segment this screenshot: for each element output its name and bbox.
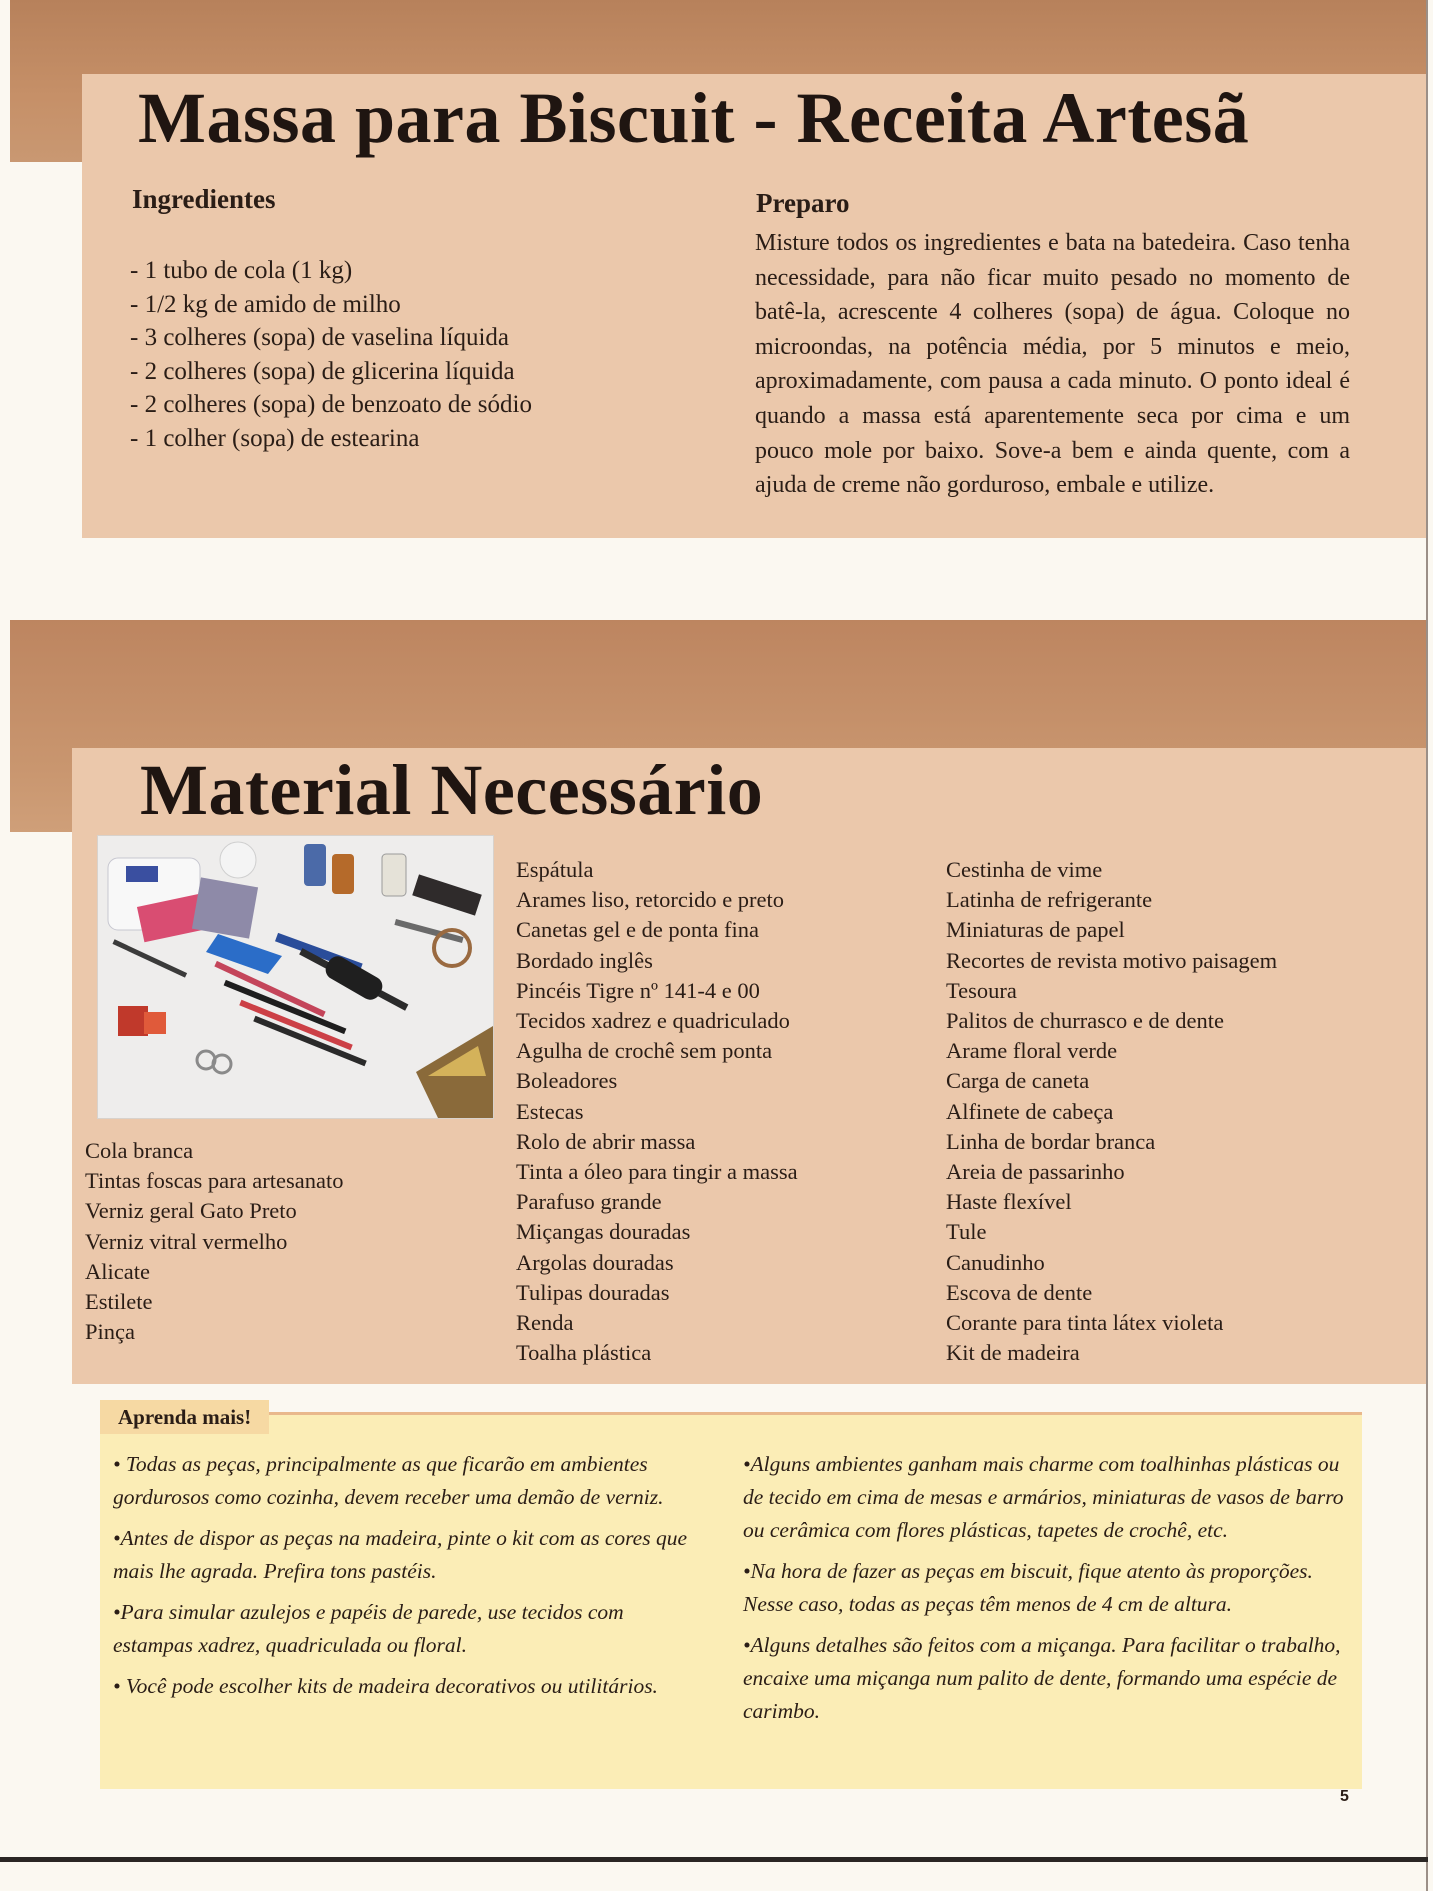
- material-item: Renda: [516, 1310, 574, 1336]
- material-item: Alfinete de cabeça: [946, 1098, 1114, 1124]
- ingredient-item: - 2 colheres (sopa) de benzoato de sódio: [130, 391, 532, 418]
- material-item: Recortes de revista motivo paisagem: [946, 947, 1278, 973]
- material-item: Espátula: [516, 857, 594, 882]
- material-item: Bordado inglês: [516, 947, 653, 973]
- ingredient-item: - 2 colheres (sopa) de glicerina líquida: [130, 357, 515, 385]
- material-item: Rolo de abrir massa: [516, 1128, 696, 1154]
- material-item: Carga de caneta: [946, 1068, 1090, 1094]
- material-item: Latinha de refrigerante: [946, 887, 1153, 913]
- ingredient-item: - 3 colheres (sopa) de vaselina líquida: [130, 324, 510, 351]
- materials-list-column-b: [516, 855, 798, 1368]
- footer-rule: [0, 1857, 1428, 1862]
- ingredient-item: - 1 tubo de cola (1 kg): [130, 257, 353, 284]
- material-item: Miçangas douradas: [516, 1219, 691, 1245]
- tip-item: •Alguns detalhes são feitos com a miçanga. Para facilitar o trabalho, encaixe uma miçanga num palito de dente, formando uma espécie de carimbo.: [743, 1633, 1341, 1723]
- material-item: Tecidos xadrez e quadriculado: [516, 1008, 790, 1034]
- tips-column-right: [743, 1448, 1353, 1736]
- material-item: Argolas douradas: [516, 1249, 674, 1275]
- material-item: Arames liso, retorcido e preto: [516, 887, 785, 913]
- materials-list-column-c: [946, 855, 1277, 1368]
- material-item: Haste flexível: [946, 1189, 1072, 1215]
- ingredient-item: - 1 colher (sopa) de estearina: [130, 424, 420, 452]
- material-item: Linha de bordar branca: [946, 1128, 1156, 1154]
- material-item: Tinta a óleo para tingir a massa: [516, 1159, 798, 1185]
- material-item: Estilete: [85, 1289, 153, 1315]
- material-item: Toalha plástica: [516, 1340, 652, 1366]
- tip-item: •Alguns ambientes ganham mais charme com toalhinhas plásticas ou de tecido em cima de mesas e armários, miniaturas de vasos de barro ou cerâmica com flores plásticas, tapetes de crochê, etc.: [743, 1452, 1344, 1542]
- material-item: Canetas gel e de ponta fina: [516, 917, 760, 943]
- tip-item: •Na hora de fazer as peças em biscuit, fique atento às proporções. Nesse caso, todas as peças têm menos de 4 cm de altura.: [743, 1559, 1313, 1616]
- preparation-heading: Preparo: [756, 188, 850, 218]
- material-item: Cola branca: [85, 1138, 194, 1163]
- material-item: Pinça: [85, 1319, 135, 1345]
- material-item: Agulha de crochê sem ponta: [516, 1038, 773, 1064]
- material-item: Estecas: [516, 1098, 584, 1124]
- preparation-text: Misture todos os ingredientes e bata na batedeira. Caso tenha necessidade, para não ficar muito pesado no momento de batê-la, acrescente 4 colheres (sopa) de água. Coloque no microondas, na potência média, por 5 minutos e meio, aproximadamente, com pausa a cada minuto. O ponto ideal é quando a massa está aparentemente seca por cima e um pouco mole por baixo. Sove-a bem e ainda quente, com a ajuda de creme não gorduroso, embale e utilize.: [755, 230, 1350, 499]
- tip-item: • Você pode escolher kits de madeira decorativos ou utilitários.: [113, 1674, 658, 1698]
- material-item: Arame floral verde: [946, 1038, 1118, 1064]
- material-item: Tesoura: [946, 977, 1017, 1003]
- material-item: Boleadores: [516, 1068, 618, 1094]
- materials-list-column-a: [85, 1136, 343, 1347]
- ingredients-heading: Ingredientes: [132, 184, 276, 214]
- page-number: 5: [1340, 1788, 1349, 1805]
- material-item: Corante para tinta látex violeta: [946, 1310, 1224, 1336]
- page-edge: [1426, 0, 1428, 1891]
- tip-item: • Todas as peças, principalmente as que ficarão em ambientes gordurosos como cozinha, devem receber uma demão de verniz.: [113, 1452, 664, 1509]
- material-item: Canudinho: [946, 1249, 1045, 1275]
- material-item: Pincéis Tigre nº 141-4 e 00: [516, 977, 760, 1003]
- material-item: Verniz geral Gato Preto: [85, 1198, 297, 1224]
- ingredients-list: [130, 254, 532, 455]
- material-item: Tule: [946, 1219, 987, 1245]
- material-item: Tintas foscas para artesanato: [85, 1168, 344, 1194]
- recipe-title: Massa para Biscuit - Receita Artesã: [138, 78, 1250, 158]
- material-item: Areia de passarinho: [946, 1159, 1125, 1185]
- materials-photo: [97, 835, 494, 1119]
- tips-heading: Aprenda mais!: [100, 1400, 269, 1434]
- material-item: Escova de dente: [946, 1279, 1093, 1305]
- material-item: Parafuso grande: [516, 1189, 662, 1215]
- material-item: Cestinha de vime: [946, 857, 1103, 882]
- material-item: Tulipas douradas: [516, 1279, 670, 1305]
- ingredient-item: - 1/2 kg de amido de milho: [130, 290, 401, 318]
- materials-title: Material Necessário: [140, 750, 764, 830]
- material-item: Kit de madeira: [946, 1340, 1080, 1366]
- tip-item: •Para simular azulejos e papéis de parede, use tecidos com estampas xadrez, quadriculada ou floral.: [113, 1600, 624, 1657]
- material-item: Alicate: [85, 1258, 150, 1284]
- material-item: Verniz vitral vermelho: [85, 1228, 288, 1254]
- tips-column-left: [113, 1448, 703, 1711]
- tip-item: •Antes de dispor as peças na madeira, pinte o kit com as cores que mais lhe agrada. Prefira tons pastéis.: [113, 1526, 688, 1583]
- material-item: Miniaturas de papel: [946, 917, 1125, 943]
- material-item: Palitos de churrasco e de dente: [946, 1008, 1225, 1034]
